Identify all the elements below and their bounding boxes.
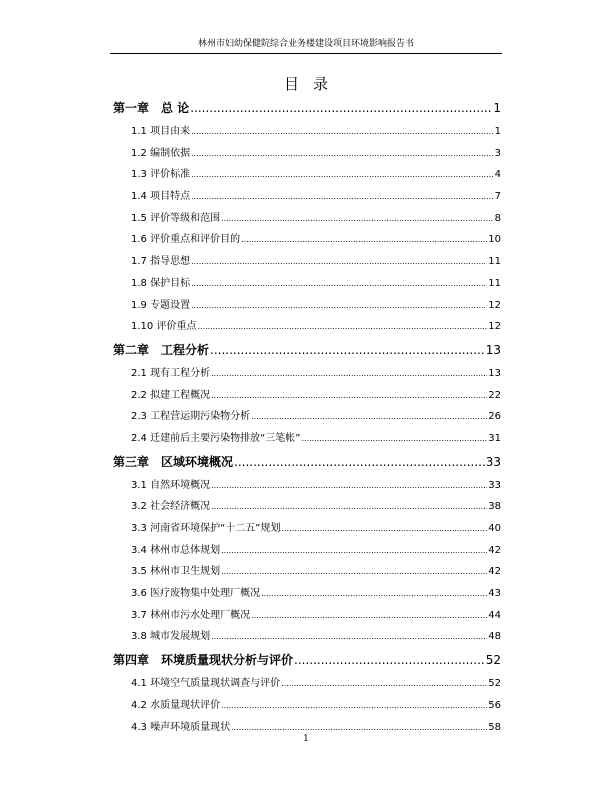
toc-entry-page: 38 <box>488 501 501 513</box>
toc-section-entry[interactable] <box>113 540 501 562</box>
dot-leader <box>197 316 487 338</box>
toc-entry-page: 12 <box>488 321 501 333</box>
dot-leader <box>221 695 487 717</box>
toc-section-entry[interactable] <box>113 295 501 317</box>
toc-entry-page: 48 <box>488 631 501 643</box>
toc-entry-label: 3.2 社会经济概况 <box>131 501 211 513</box>
toc-chapter-entry[interactable] <box>113 338 501 363</box>
toc-entry-label: 2.2 拟建工程概况 <box>131 389 211 401</box>
toc-entry-label: 4.2 水质量现状评价 <box>131 699 221 711</box>
toc-section-entry[interactable] <box>113 605 501 627</box>
dot-leader <box>210 338 485 363</box>
toc-entry-page: 1 <box>493 101 501 115</box>
dot-leader <box>261 583 487 605</box>
toc-entry-page: 43 <box>488 588 501 600</box>
dot-leader <box>191 186 494 208</box>
dot-leader <box>211 496 487 518</box>
toc-entry-label: 4.3 噪声环境质量现状 <box>131 721 231 733</box>
dot-leader <box>211 385 487 407</box>
toc-chapter-entry[interactable] <box>113 450 501 475</box>
dot-leader <box>191 251 487 273</box>
dot-leader <box>251 605 487 627</box>
toc-section-entry[interactable] <box>113 695 501 717</box>
toc-entry-page: 33 <box>488 479 501 491</box>
toc-entry-page: 12 <box>488 299 501 311</box>
toc-entry-label: 1.2 编制依据 <box>131 147 191 159</box>
dot-leader <box>294 648 485 673</box>
toc-section-entry[interactable] <box>113 363 501 385</box>
toc-entry-page: 4 <box>494 169 501 181</box>
toc-entry-label: 第一章 总 论 <box>113 101 190 115</box>
dot-leader <box>221 540 487 562</box>
toc-entry-page: 44 <box>488 609 501 621</box>
toc-chapter-entry[interactable] <box>113 96 501 121</box>
toc-entry-label: 1.4 项目特点 <box>131 191 191 203</box>
toc-entry-page: 33 <box>485 454 501 469</box>
toc-entry-page: 40 <box>488 523 501 534</box>
toc-section-entry[interactable] <box>113 121 501 143</box>
toc-entry-label: 4.1 环境空气质量现状调查与评价 <box>131 678 281 690</box>
toc-entry-page: 58 <box>488 721 501 733</box>
toc-title: 目录 <box>283 75 342 93</box>
toc-section-entry[interactable] <box>113 385 501 407</box>
dot-leader <box>191 143 494 165</box>
toc-entry-label: 1.5 评价等级和范围 <box>131 212 221 224</box>
toc-entry-page: 52 <box>488 678 501 690</box>
toc-entry-page: 42 <box>488 544 501 556</box>
toc-entry-label: 3.4 林州市总体规划 <box>131 544 221 556</box>
dot-leader <box>234 450 485 475</box>
toc-entry-page: 1 <box>494 126 501 137</box>
toc-entry-page: 26 <box>488 411 501 423</box>
toc-section-entry[interactable] <box>113 229 501 251</box>
toc-section-entry[interactable] <box>113 164 501 186</box>
toc-section-entry[interactable] <box>113 583 501 605</box>
toc-entry-label: 第四章 环境质量现状分析与评价 <box>113 653 294 668</box>
toc-entry-page: 3 <box>494 147 501 159</box>
toc-entry-label: 3.6 医疗废物集中处理厂概况 <box>131 588 261 600</box>
toc-section-entry[interactable] <box>113 496 501 518</box>
dot-leader <box>191 295 487 317</box>
toc-section-entry[interactable] <box>113 428 501 450</box>
toc-entry-label: 3.7 林州市污水处理厂概况 <box>131 609 251 621</box>
toc-entry-label: 第三章 区域环境概况 <box>113 454 234 469</box>
toc-entry-page: 13 <box>488 367 501 379</box>
toc-section-entry[interactable] <box>113 208 501 230</box>
toc-section-entry[interactable] <box>113 186 501 208</box>
toc-entry-page: 42 <box>488 566 501 578</box>
page-number: 1 <box>303 734 309 744</box>
toc-entry-label: 1.1 项目由来 <box>131 126 191 137</box>
toc-entry-label: 1.10 评价重点 <box>131 321 197 333</box>
toc-entry-page: 11 <box>488 256 501 268</box>
toc-entry-page: 22 <box>488 389 501 401</box>
toc-entry-label: 1.9 专题设置 <box>131 299 191 311</box>
dot-leader <box>211 626 487 648</box>
dot-leader <box>241 229 487 251</box>
toc-section-entry[interactable] <box>113 475 501 497</box>
dot-leader <box>221 208 494 230</box>
toc-entry-page: 10 <box>488 234 501 246</box>
toc-entry-page: 31 <box>488 432 501 444</box>
toc-entry-label: 3.3 河南省环境保护“十二五”规划 <box>131 523 281 534</box>
toc-entry-page: 56 <box>488 699 501 711</box>
dot-leader <box>281 673 487 695</box>
toc-entry-label: 1.8 保护目标 <box>131 277 191 289</box>
toc-entry-page: 52 <box>485 653 501 668</box>
toc-section-entry[interactable] <box>113 673 501 695</box>
toc-section-entry[interactable] <box>113 316 501 338</box>
toc-section-entry[interactable] <box>113 251 501 273</box>
toc-entry-page: 7 <box>494 191 501 203</box>
dot-leader <box>301 428 487 450</box>
toc-entry-label: 第二章 工程分析 <box>113 342 210 357</box>
toc-entry-label: 2.3 工程营运期污染物分析 <box>131 411 251 423</box>
dot-leader <box>211 475 487 497</box>
toc-entry-label: 2.1 现有工程分析 <box>131 367 211 379</box>
toc-entry-label: 1.3 评价标准 <box>131 169 191 181</box>
dot-leader <box>221 561 487 583</box>
toc-entry-label: 3.8 城市发展规划 <box>131 631 211 643</box>
toc-chapter-entry[interactable] <box>113 648 501 673</box>
toc-entry-label: 1.7 指导思想 <box>131 256 191 268</box>
toc-section-entry[interactable] <box>113 406 501 428</box>
toc-section-entry[interactable] <box>113 143 501 165</box>
toc-section-entry[interactable] <box>113 561 501 583</box>
toc-entry-label: 2.4 迁建前后主要污染物排放“三笔帐” <box>131 432 301 444</box>
table-of-contents <box>113 96 501 738</box>
toc-entry-page: 8 <box>494 212 501 224</box>
dot-leader <box>281 518 487 540</box>
toc-entry-label: 1.6 评价重点和评价目的 <box>131 234 241 246</box>
dot-leader <box>211 363 487 385</box>
dot-leader <box>190 96 492 121</box>
toc-section-entry[interactable] <box>113 518 501 540</box>
toc-entry-label: 3.1 自然环境概况 <box>131 479 211 491</box>
dot-leader <box>251 406 487 428</box>
toc-entry-label: 3.5 林州市卫生规划 <box>131 566 221 578</box>
dot-leader <box>191 164 494 186</box>
toc-section-entry[interactable] <box>113 626 501 648</box>
dot-leader <box>191 121 494 143</box>
dot-leader <box>191 273 487 295</box>
toc-entry-page: 13 <box>485 342 501 357</box>
toc-entry-page: 11 <box>488 277 501 289</box>
toc-section-entry[interactable] <box>113 273 501 295</box>
running-header: 林州市妇幼保健院综合业务楼建设项目环境影响报告书 <box>110 37 502 54</box>
